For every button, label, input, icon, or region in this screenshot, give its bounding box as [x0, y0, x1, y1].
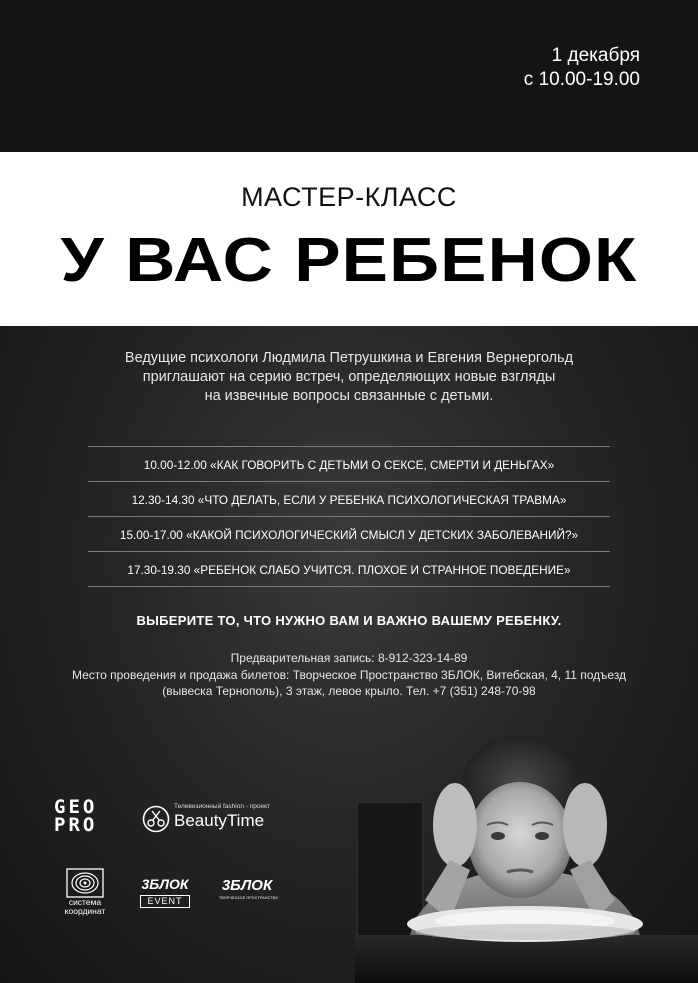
kicker-title: МАСТЕР-КЛАСС — [241, 182, 457, 212]
intro-line: на извечные вопросы связанные с детьми. — [204, 388, 494, 404]
child-photo — [355, 720, 698, 983]
beauty-time-logo: Телевизионный fashion - проект BeautyTime — [142, 803, 282, 835]
schedule-item: 17.30-19.30 «РЕБЕНОК СЛАБО УЧИТСЯ. ПЛОХОЕ И СТРАННОЕ ПОВЕДЕНИЕ» — [88, 551, 610, 587]
event-date — [524, 44, 640, 92]
intro-line: приглашают на серию встреч, определяющих новые взгляды — [142, 369, 556, 385]
venue-line-2: (вывеска Тернополь), 3 этаж, левое крыло. Тел. +7 (351) 248-70-98 — [162, 684, 536, 698]
date-day: 1 декабря — [551, 45, 640, 66]
sistema-koordinat-logo: система координат — [55, 868, 115, 920]
zblok-space-logo: 3БЛОК ТВОРЧЕСКОЕ ПРОСТРАНСТВО — [219, 877, 279, 900]
headline: У ВАС РЕБЕНОК — [60, 226, 638, 295]
schedule-list — [88, 446, 610, 587]
schedule-item: 15.00-17.00 «КАКОЙ ПСИХОЛОГИЧЕСКИЙ СМЫСЛ У ДЕТСКИХ ЗАБОЛЕВАНИЙ?» — [88, 516, 610, 551]
booking-phone: Предварительная запись: 8-912-323-14-89 — [230, 651, 468, 665]
zblok-event-logo: 3БЛОК EVENT — [141, 876, 189, 906]
fingerprint-icon — [65, 868, 105, 898]
date-time: с 10.00-19.00 — [523, 69, 640, 90]
schedule-item: 10.00-12.00 «КАК ГОВОРИТЬ С ДЕТЬМИ О СЕКСЕ, СМЕРТИ И ДЕНЬГАХ» — [88, 446, 610, 481]
intro-text — [50, 349, 648, 406]
venue-line: Место проведения и продажа билетов: Творческое Пространство 3БЛОК, Витебская, 4, 11 подъезд — [71, 667, 627, 682]
geo-pro-logo: GEO PRO — [54, 796, 98, 836]
intro-line: Ведущие психологи Людмила Петрушкина и Евгения Вернергольд — [124, 350, 574, 366]
contact-info — [40, 650, 658, 700]
schedule-item: 12.30-14.30 «ЧТО ДЕЛАТЬ, ЕСЛИ У РЕБЕНКА ПСИХОЛОГИЧЕСКАЯ ТРАВМА» — [88, 481, 610, 516]
scissors-icon — [142, 805, 170, 833]
call-to-action: ВЫБЕРИТЕ ТО, ЧТО НУЖНО ВАМ И ВАЖНО ВАШЕМУ РЕБЕНКУ. — [136, 613, 562, 628]
